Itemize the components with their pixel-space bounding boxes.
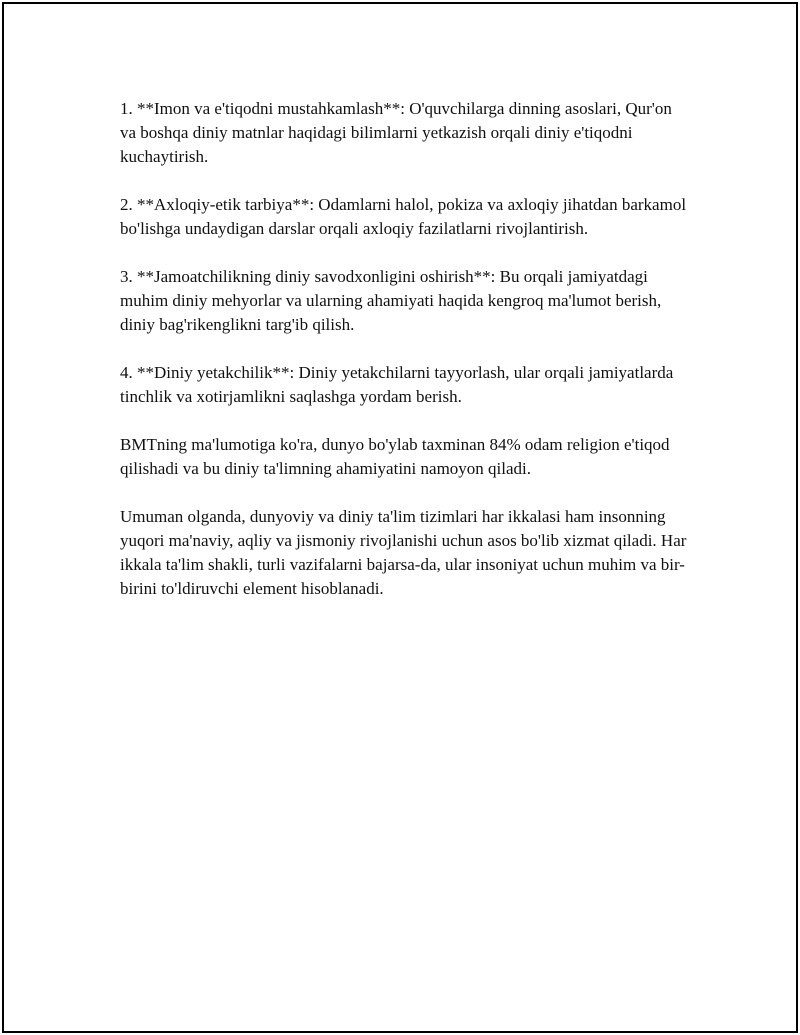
- paragraph-imon: 1. **Imon va e'tiqodni mustahkamlash**: O'quvchilarga dinning asoslari, Qur'on va boshqa diniy matnlar haqidagi bilimlarni yetkazish orqali diniy e'tiqodni kuchaytirish.: [120, 99, 672, 166]
- paragraph-jamoatchilik: 3. **Jamoatchilikning diniy savodxonligini oshirish**: Bu orqali jamiyatdagi muhim diniy mehyorlar va ularning ahamiyati haqida kengroq ma'lumot berish, diniy bag'rikenglikni targ'ib qilish.: [120, 267, 662, 334]
- paragraph-yetakchilik: 4. **Diniy yetakchilik**: Diniy yetakchilarni tayyorlash, ular orqali jamiyatlarda tinchlik va xotirjamlikni saqlashga yordam berish.: [120, 363, 674, 406]
- document-body: [120, 97, 690, 625]
- paragraph-umuman: Umuman olganda, dunyoviy va diniy ta'lim tizimlari har ikkalasi ham insonning yuqori ma'naviy, aqliy va jismoniy rivojlanishi uchun asos bo'lib xizmat qiladi. Har ikkala ta'lim shakli, turli vazifalarni bajarsa-da, ular insoniyat uchun muhim va bir-birini to'ldiruvchi element hisoblanadi.: [120, 507, 687, 598]
- paragraph-axloqiy: 2. **Axloqiy-etik tarbiya**: Odamlarni halol, pokiza va axloqiy jihatdan barkamol bo'lishga undaydigan darslar orqali axloqiy fazilatlarni rivojlantirish.: [120, 195, 687, 238]
- paragraph-bmt: BMTning ma'lumotiga ko'ra, dunyo bo'ylab taxminan 84% odam religion e'tiqod qilishadi va bu diniy ta'limning ahamiyatini namoyon qiladi.: [120, 435, 670, 478]
- page-frame: [2, 2, 798, 1033]
